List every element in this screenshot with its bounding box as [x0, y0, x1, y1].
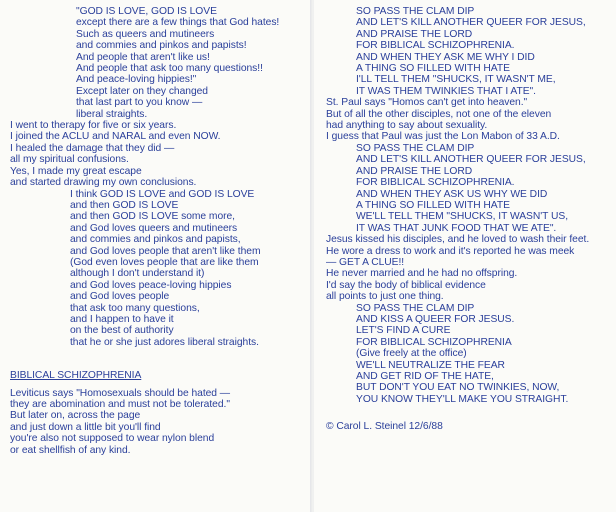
verse-line: He wore a dress to work and it's reported he was meek — [326, 245, 575, 257]
verse-line: all points to just one thing. — [326, 291, 444, 303]
verse-line: AND PRAISE THE LORD — [356, 165, 473, 177]
verse-line: AND PRAISE THE LORD — [356, 28, 473, 40]
verse-line: I'LL TELL THEM "SHUCKS, IT WASN'T ME, — [356, 74, 556, 86]
verse-line: IT WAS THAT JUNK FOOD THAT WE ATE". — [356, 222, 557, 234]
verse-line: But later on, across the page — [10, 410, 141, 422]
verse-line: AND LET'S KILL ANOTHER QUEER FOR JESUS, — [356, 154, 586, 166]
right-verse-block — [326, 6, 612, 405]
verse-line: AND GET RID OF THE HATE, — [356, 371, 494, 382]
verse-line: and then GOD IS LOVE — [70, 199, 179, 211]
verse-line: you're also not supposed to wear nylon blend — [10, 433, 215, 445]
section-heading: BIBLICAL SCHIZOPHRENIA — [10, 370, 142, 382]
verse-line: and God loves queers and mutineers — [70, 222, 238, 234]
verse-line: or eat shellfish of any kind. — [10, 444, 131, 456]
verse-line: although I don't understand it) — [70, 268, 205, 280]
verse-line: (God even loves people that are like them — [70, 256, 259, 268]
verse-line: WE'LL NEUTRALIZE THE FEAR — [356, 359, 505, 371]
verse-line: And peace-loving hippies!" — [76, 74, 197, 86]
left-column — [10, 6, 306, 456]
verse-line: Such as queers and mutineers — [76, 28, 215, 40]
verse-line: they are abomination and must not be tolerated." — [10, 399, 230, 410]
verse-line: (Give freely at the office) — [356, 348, 467, 360]
verse-line: FOR BIBLICAL SCHIZOPHRENIA. — [356, 177, 515, 189]
verse-line: AND KISS A QUEER FOR JESUS. — [356, 313, 515, 325]
verse-line: on the best of authority — [70, 325, 174, 337]
verse-line: Leviticus says "Homosexuals should be hated — — [10, 387, 231, 399]
verse-line: AND WHEN THEY ASK US WHY WE DID — [356, 188, 548, 200]
verse-line: He never married and he had no offspring. — [326, 268, 518, 280]
right-page — [314, 0, 616, 512]
verse-line: BUT DON'T YOU EAT NO TWINKIES, NOW, — [356, 382, 560, 394]
verse-line: liberal straights. — [76, 108, 148, 120]
verse-line: I'd say the body of biblical evidence — [326, 279, 486, 291]
right-column — [326, 6, 612, 433]
verse-line: YOU KNOW THEY'LL MAKE YOU STRAIGHT. — [356, 393, 569, 405]
verse-line: that ask too many questions, — [70, 302, 200, 314]
verse-line: that last part to you know — — [76, 97, 203, 109]
verse-line: I guess that Paul was just the Lon Mabon of 33 A.D. — [326, 131, 560, 143]
verse-line: I healed the damage that they did — — [10, 142, 175, 154]
verse-line: Except later on they changed — [76, 85, 208, 97]
verse-line: I think GOD IS LOVE and GOD IS LOVE — [70, 188, 255, 200]
verse-line: IT WAS THEM TWINKIES THAT I ATE". — [356, 85, 536, 97]
verse-line: But of all the other disciples, not one of the eleven — [326, 108, 552, 120]
verse-line: that he or she just adores liberal straights. — [70, 336, 259, 348]
verse-line: A THING SO FILLED WITH HATE — [356, 63, 510, 75]
verse-line: and started drawing my own conclusions. — [10, 177, 197, 189]
verse-line: SO PASS THE CLAM DIP — [356, 6, 475, 17]
verse-line: LET'S FIND A CURE — [356, 325, 451, 337]
verse-line: and then GOD IS LOVE some more, — [70, 211, 235, 223]
verse-line: and just down a little bit you'll find — [10, 421, 161, 433]
verse-line: — GET A CLUE!! — [326, 256, 405, 268]
verse-line: had anything to say about sexuality. — [326, 120, 488, 132]
verse-line: A THING SO FILLED WITH HATE — [356, 199, 510, 211]
verse-line: And people that aren't like us! — [76, 51, 210, 63]
verse-line: AND WHEN THEY ASK ME WHY I DID — [356, 51, 535, 63]
verse-line: Jesus kissed his disciples, and he loved to wash their feet. — [326, 234, 590, 246]
verse-line: WE'LL TELL THEM "SHUCKS, IT WASN'T US, — [356, 211, 569, 223]
verse-line: SO PASS THE CLAM DIP — [356, 302, 475, 314]
verse-line: I joined the ACLU and NARAL and even NOW. — [10, 131, 221, 143]
verse-line: SO PASS THE CLAM DIP — [356, 142, 475, 154]
left-verse-block — [10, 6, 306, 348]
copyright-signature: © Carol L. Steinel 12/6/88 — [326, 421, 443, 433]
verse-line: FOR BIBLICAL SCHIZOPHRENIA. — [356, 40, 515, 52]
verse-line: FOR BIBLICAL SCHIZOPHRENIA — [356, 336, 512, 348]
verse-line: all my spiritual confusions. — [10, 154, 129, 166]
verse-line: "GOD IS LOVE, GOD IS LOVE — [76, 6, 217, 17]
verse-line: AND LET'S KILL ANOTHER QUEER FOR JESUS, — [356, 17, 586, 29]
verse-line: and commies and pinkos and papists, — [70, 234, 241, 246]
verse-line: except there are a few things that God hates! — [76, 17, 280, 29]
verse-line: St. Paul says "Homos can't get into heaven." — [326, 97, 528, 109]
verse-line: and God loves people that aren't like them — [70, 245, 261, 257]
verse-line: and God loves peace-loving hippies — [70, 279, 232, 291]
left-verse-block-2 — [10, 388, 306, 456]
section-gap — [10, 348, 306, 370]
verse-line: and commies and pinkos and papists! — [76, 40, 247, 52]
verse-line: and God loves people — [70, 291, 170, 303]
verse-line: I went to therapy for five or six years. — [10, 120, 177, 132]
verse-line: and I happen to have it — [70, 313, 174, 325]
verse-line: Yes, I made my great escape — [10, 165, 142, 177]
verse-line: And people that ask too many questions!! — [76, 63, 263, 75]
